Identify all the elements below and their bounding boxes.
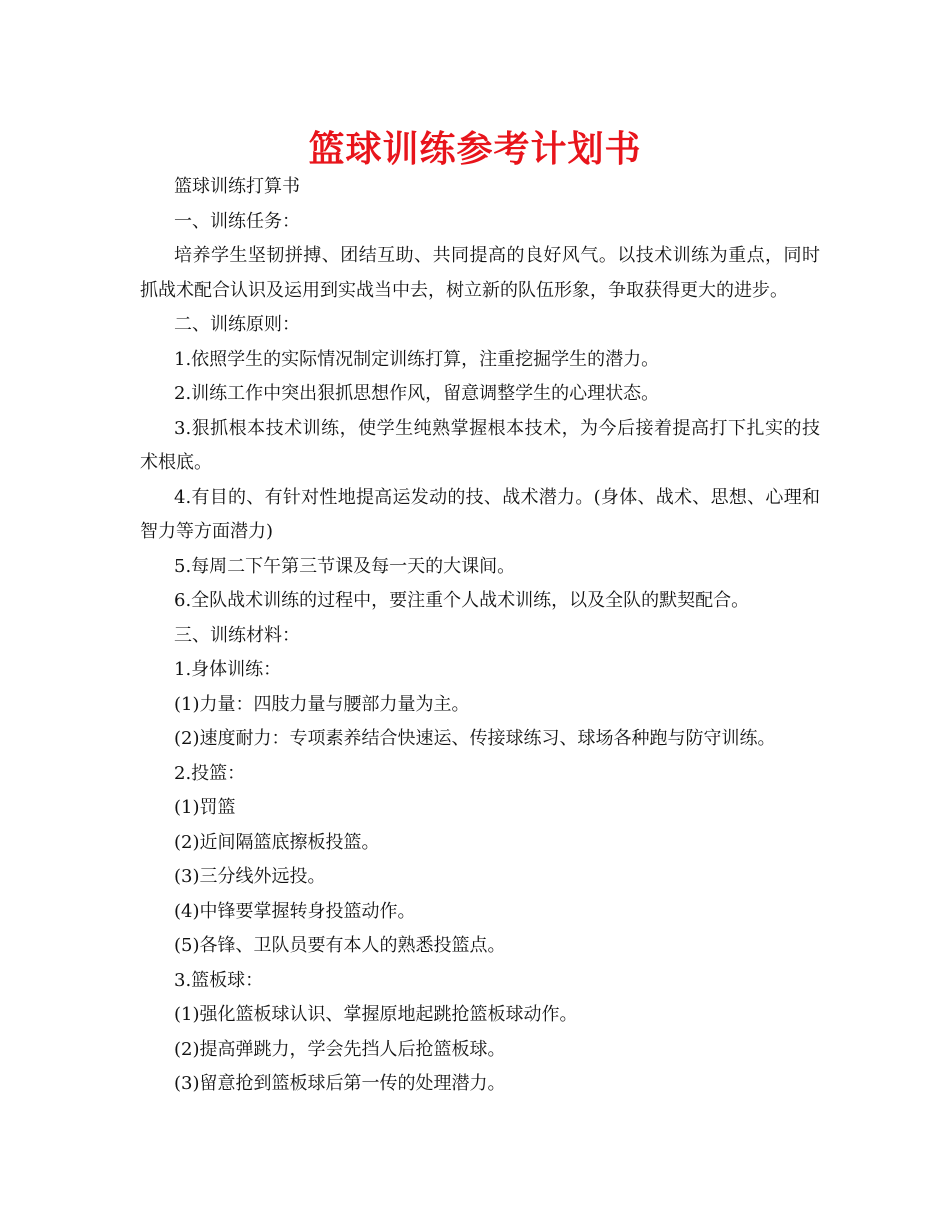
principle-item: 3.狠抓根本技术训练，使学生纯熟掌握根本技术，为今后接着提高打下扎实的技术根底。 (140, 417, 820, 473)
document-title: 篮球训练参考计划书 (308, 129, 642, 170)
principle-item: 4.有目的、有针对性地提高运发动的技、战术潜力。(身体、战术、思想、心理和智力等方面潜力) (140, 486, 820, 542)
principle-item: 6.全队战术训练的过程中，要注重个人战术训练，以及全队的默契配合。 (174, 590, 750, 611)
list-item: (4)中锋要掌握转身投篮动作。 (174, 900, 416, 922)
section-heading-materials: 三、训练材料： (174, 624, 300, 646)
document-body (140, 170, 820, 1102)
paragraph-plan-heading: 篮球训练打算书 (174, 176, 300, 197)
list-item: (2)速度耐力：专项素养结合快速运、传接球练习、球场各种跑与防守训练。 (174, 728, 776, 749)
list-item: (3)三分线外远投。 (174, 866, 326, 887)
list-item: (3)留意抢到篮板球后第一传的处理潜力。 (174, 1073, 506, 1094)
list-item: (5)各锋、卫队员要有本人的熟悉投篮点。 (174, 935, 506, 956)
list-item: (1)力量：四肢力量与腰部力量为主。 (174, 693, 470, 715)
list-item: (2)近间隔篮底擦板投篮。 (174, 831, 380, 853)
principle-item: 5.每周二下午第三节课及每一天的大课间。 (174, 555, 516, 577)
principle-item: 1.依照学生的实际情况制定训练打算，注重挖掘学生的潜力。 (174, 348, 660, 370)
list-item: (1)罚篮 (174, 797, 236, 818)
list-item: (1)强化篮板球认识、掌握原地起跳抢篮板球动作。 (174, 1004, 578, 1025)
subsection-heading: 1.身体训练： (174, 659, 282, 680)
section-heading-tasks: 一、训练任务： (174, 210, 300, 232)
principle-item: 2.训练工作中突出狠抓思想作风，留意调整学生的心理状态。 (174, 383, 660, 404)
list-item: (2)提高弹跳力，学会先挡人后抢篮板球。 (174, 1038, 506, 1060)
subsection-heading: 2.投篮： (174, 762, 246, 784)
section-heading-principles: 二、训练原则： (174, 314, 300, 335)
subsection-heading: 3.篮板球： (174, 969, 264, 991)
paragraph-tasks: 培养学生坚韧拼搏、团结互助、共同提高的良好风气。以技术训练为重点，同时抓战术配合认识及运用到实战当中去，树立新的队伍形象，争取获得更大的进步。 (140, 245, 820, 301)
